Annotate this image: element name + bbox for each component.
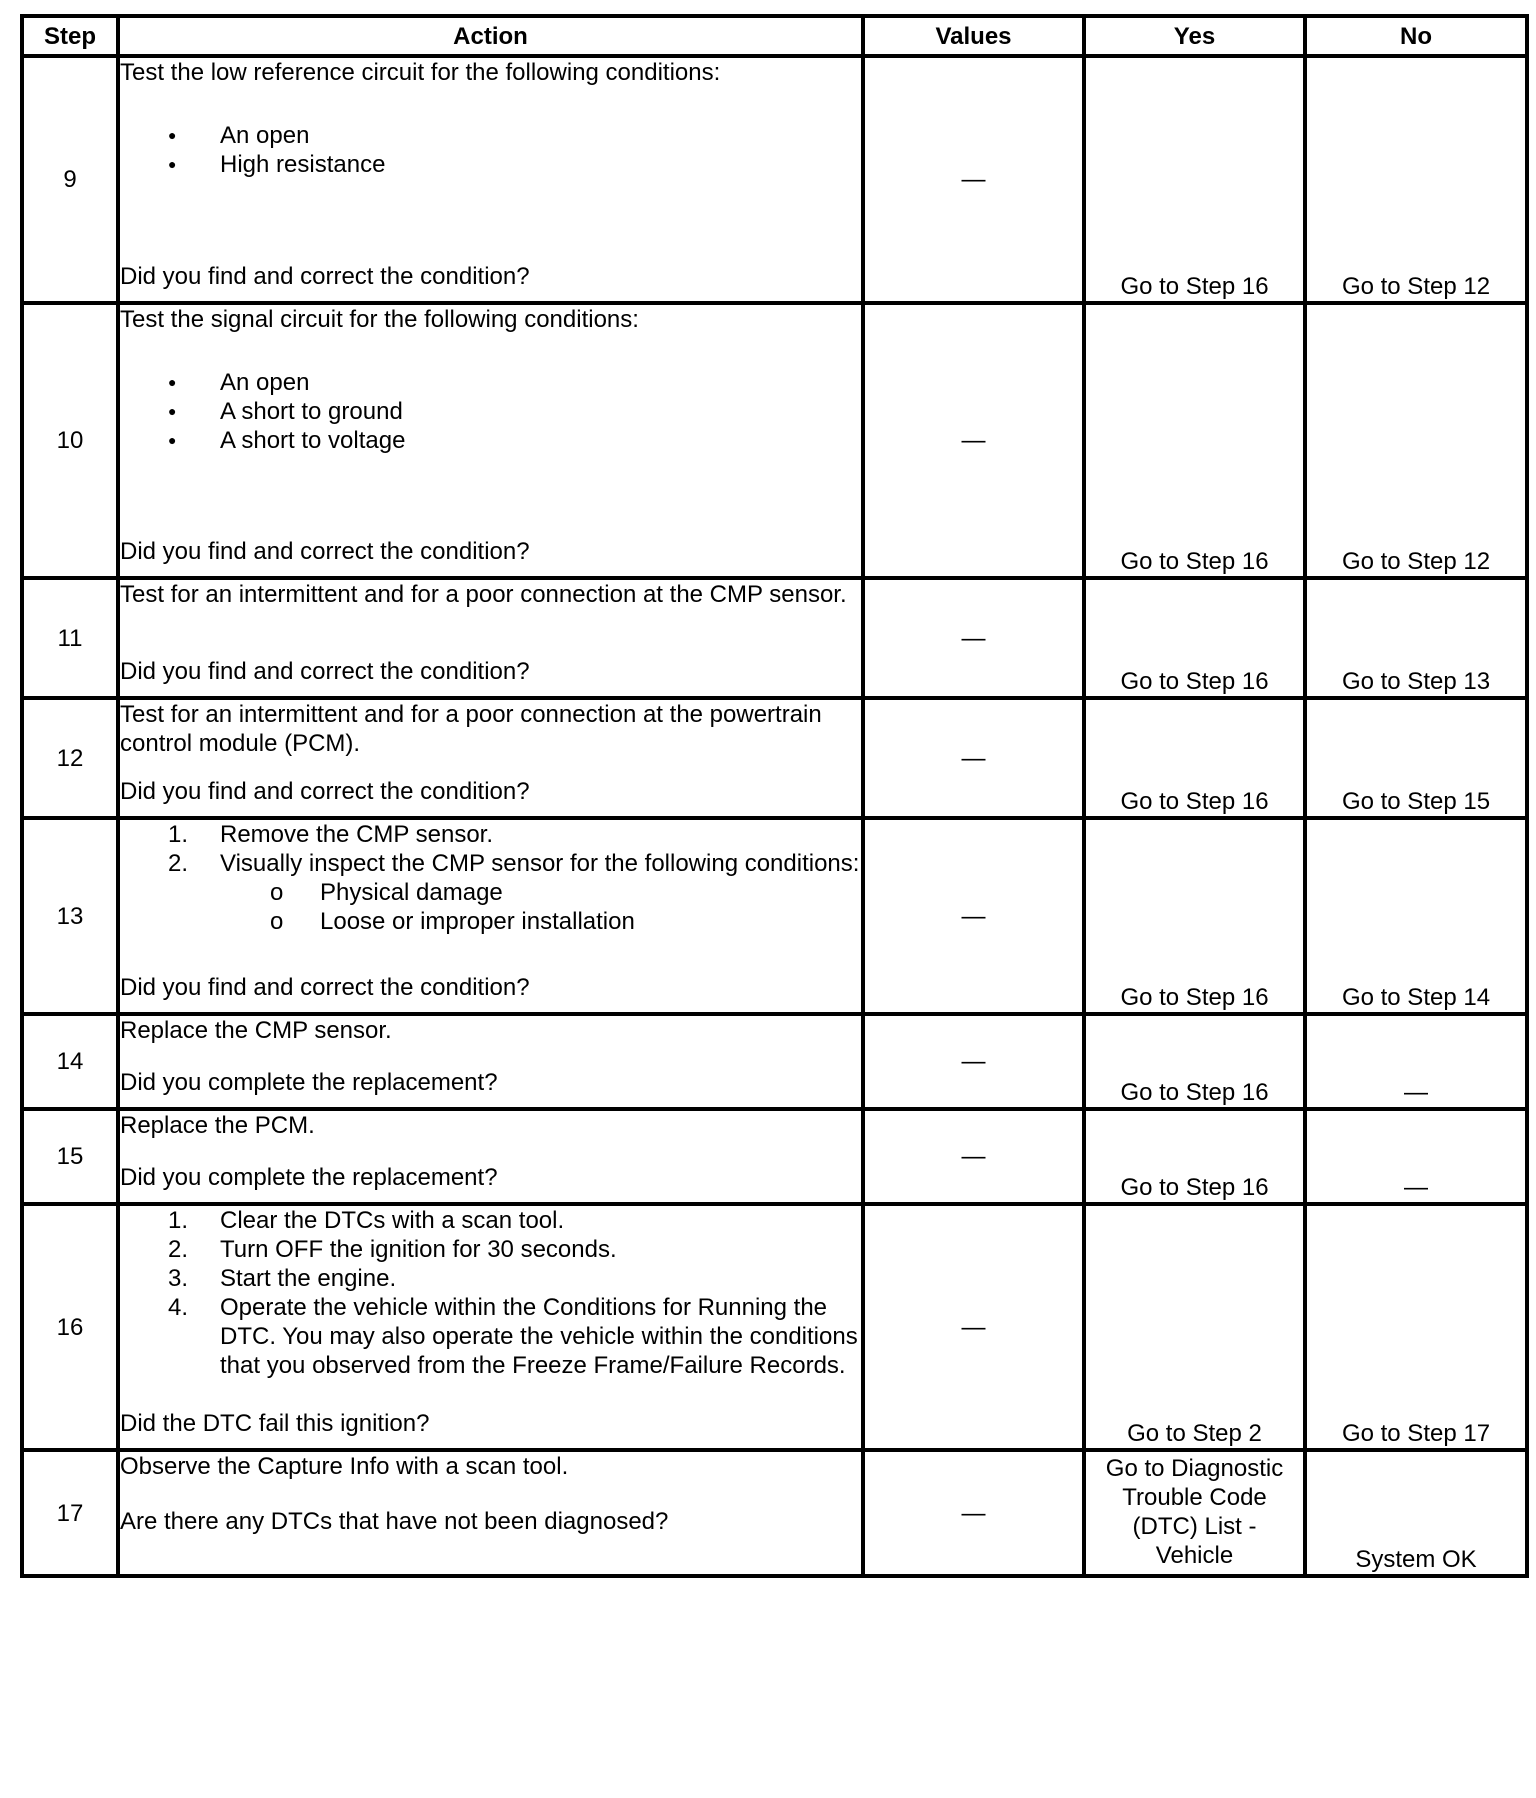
list-number: 4. xyxy=(168,1294,189,1321)
no-cell: Go to Step 15 xyxy=(1305,698,1527,818)
header-step: Step xyxy=(22,16,118,56)
values-cell: — xyxy=(863,1450,1084,1576)
list-item: ● A short to ground xyxy=(120,397,861,426)
action-cell xyxy=(118,56,863,303)
values-cell: — xyxy=(863,303,1084,578)
header-yes: Yes xyxy=(1084,16,1305,56)
list-item: ● High resistance xyxy=(120,150,861,179)
header-values: Values xyxy=(863,16,1084,56)
no-cell: — xyxy=(1305,1109,1527,1204)
sub-list xyxy=(220,878,861,936)
step-number: 13 xyxy=(22,818,118,1014)
list-item xyxy=(120,1206,861,1235)
yes-cell: Go to Step 16 xyxy=(1084,698,1305,818)
procedure-list xyxy=(120,1206,861,1380)
list-item xyxy=(120,1264,861,1293)
table-row xyxy=(22,56,1527,303)
values-cell: — xyxy=(863,698,1084,818)
action-intro: Test for an intermittent and for a poor connection at the CMP sensor. xyxy=(120,581,847,608)
yes-cell: Go to Step 16 xyxy=(1084,303,1305,578)
step-number: 12 xyxy=(22,698,118,818)
action-question: Are there any DTCs that have not been diagnosed? xyxy=(120,1508,669,1535)
action-question: Did you find and correct the condition? xyxy=(120,538,530,565)
table-row xyxy=(22,578,1527,698)
action-cell xyxy=(118,818,863,1014)
step-number: 14 xyxy=(22,1014,118,1109)
yes-cell: Go to Step 16 xyxy=(1084,1014,1305,1109)
list-number: 3. xyxy=(168,1265,189,1292)
action-question: Did you find and correct the condition? xyxy=(120,263,530,290)
action-question: Did you complete the replacement? xyxy=(120,1164,498,1191)
action-question: Did you find and correct the condition? xyxy=(120,778,530,805)
list-item: ● An open xyxy=(120,368,861,397)
step-number: 15 xyxy=(22,1109,118,1204)
action-cell xyxy=(118,1204,863,1450)
step-number: 9 xyxy=(22,56,118,303)
action-intro: Test for an intermittent and for a poor connection at the powertrain control module (PCM). xyxy=(120,701,822,757)
step-number: 10 xyxy=(22,303,118,578)
action-question: Did the DTC fail this ignition? xyxy=(120,1410,430,1437)
action-question: Did you find and correct the condition? xyxy=(120,974,530,1001)
action-cell xyxy=(118,698,863,818)
list-item xyxy=(120,820,861,849)
list-item xyxy=(120,1293,861,1380)
list-text: Start the engine. xyxy=(220,1265,397,1292)
no-cell: Go to Step 12 xyxy=(1305,303,1527,578)
action-intro: Test the low reference circuit for the following conditions: xyxy=(120,59,721,86)
list-text: Remove the CMP sensor. xyxy=(220,821,494,848)
condition-list xyxy=(120,368,861,455)
action-cell xyxy=(118,1109,863,1204)
list-item xyxy=(120,849,861,936)
table-row xyxy=(22,1109,1527,1204)
no-cell: System OK xyxy=(1305,1450,1527,1576)
header-no: No xyxy=(1305,16,1527,56)
no-cell: — xyxy=(1305,1014,1527,1109)
yes-cell: Go to Step 16 xyxy=(1084,818,1305,1014)
step-number: 17 xyxy=(22,1450,118,1576)
table-row xyxy=(22,1450,1527,1576)
list-number: 2. xyxy=(168,1236,189,1263)
yes-cell: Go to Diagnostic Trouble Code (DTC) List - Vehicle xyxy=(1084,1450,1305,1576)
list-text: Clear the DTCs with a scan tool. xyxy=(220,1207,565,1234)
list-number: 1. xyxy=(168,1207,189,1234)
step-number: 11 xyxy=(22,578,118,698)
table-row xyxy=(22,1204,1527,1450)
action-intro: Replace the PCM. xyxy=(120,1112,315,1139)
yes-cell: Go to Step 2 xyxy=(1084,1204,1305,1450)
action-intro: Test the signal circuit for the following conditions: xyxy=(120,306,639,333)
condition-list xyxy=(120,121,861,179)
no-cell: Go to Step 14 xyxy=(1305,818,1527,1014)
action-question: Did you find and correct the condition? xyxy=(120,658,530,685)
diagnostic-table xyxy=(20,14,1529,1578)
values-cell: — xyxy=(863,1204,1084,1450)
action-cell xyxy=(118,578,863,698)
action-intro: Replace the CMP sensor. xyxy=(120,1017,392,1044)
yes-cell: Go to Step 16 xyxy=(1084,56,1305,303)
list-number: 2. xyxy=(168,850,189,877)
values-cell: — xyxy=(863,578,1084,698)
values-cell: — xyxy=(863,1109,1084,1204)
table-row xyxy=(22,1014,1527,1109)
list-number: 1. xyxy=(168,821,189,848)
procedure-list xyxy=(120,820,861,936)
list-item xyxy=(120,1235,861,1264)
no-cell: Go to Step 13 xyxy=(1305,578,1527,698)
list-text: Operate the vehicle within the Conditions for Running the DTC. You may also operate the vehicle within the conditions that you observed from the Freeze Frame/Failure Records. xyxy=(220,1294,858,1379)
values-cell: — xyxy=(863,56,1084,303)
header-action: Action xyxy=(118,16,863,56)
sub-list-item: o Physical damage xyxy=(220,878,861,907)
action-cell xyxy=(118,1014,863,1109)
no-cell: Go to Step 12 xyxy=(1305,56,1527,303)
action-question: Did you complete the replacement? xyxy=(120,1069,498,1096)
values-cell: — xyxy=(863,1014,1084,1109)
values-cell: — xyxy=(863,818,1084,1014)
table-row xyxy=(22,303,1527,578)
list-text: Turn OFF the ignition for 30 seconds. xyxy=(220,1236,617,1263)
header-row xyxy=(22,16,1527,56)
list-item: ● An open xyxy=(120,121,861,150)
yes-cell: Go to Step 16 xyxy=(1084,578,1305,698)
list-item: ● A short to voltage xyxy=(120,426,861,455)
sub-list-item: o Loose or improper installation xyxy=(220,907,861,936)
table-row xyxy=(22,698,1527,818)
yes-cell: Go to Step 16 xyxy=(1084,1109,1305,1204)
step-number: 16 xyxy=(22,1204,118,1450)
list-text: Visually inspect the CMP sensor for the following conditions: xyxy=(220,850,860,877)
action-cell xyxy=(118,303,863,578)
no-cell: Go to Step 17 xyxy=(1305,1204,1527,1450)
table-row xyxy=(22,818,1527,1014)
action-intro: Observe the Capture Info with a scan tool. xyxy=(120,1453,569,1480)
action-cell xyxy=(118,1450,863,1576)
